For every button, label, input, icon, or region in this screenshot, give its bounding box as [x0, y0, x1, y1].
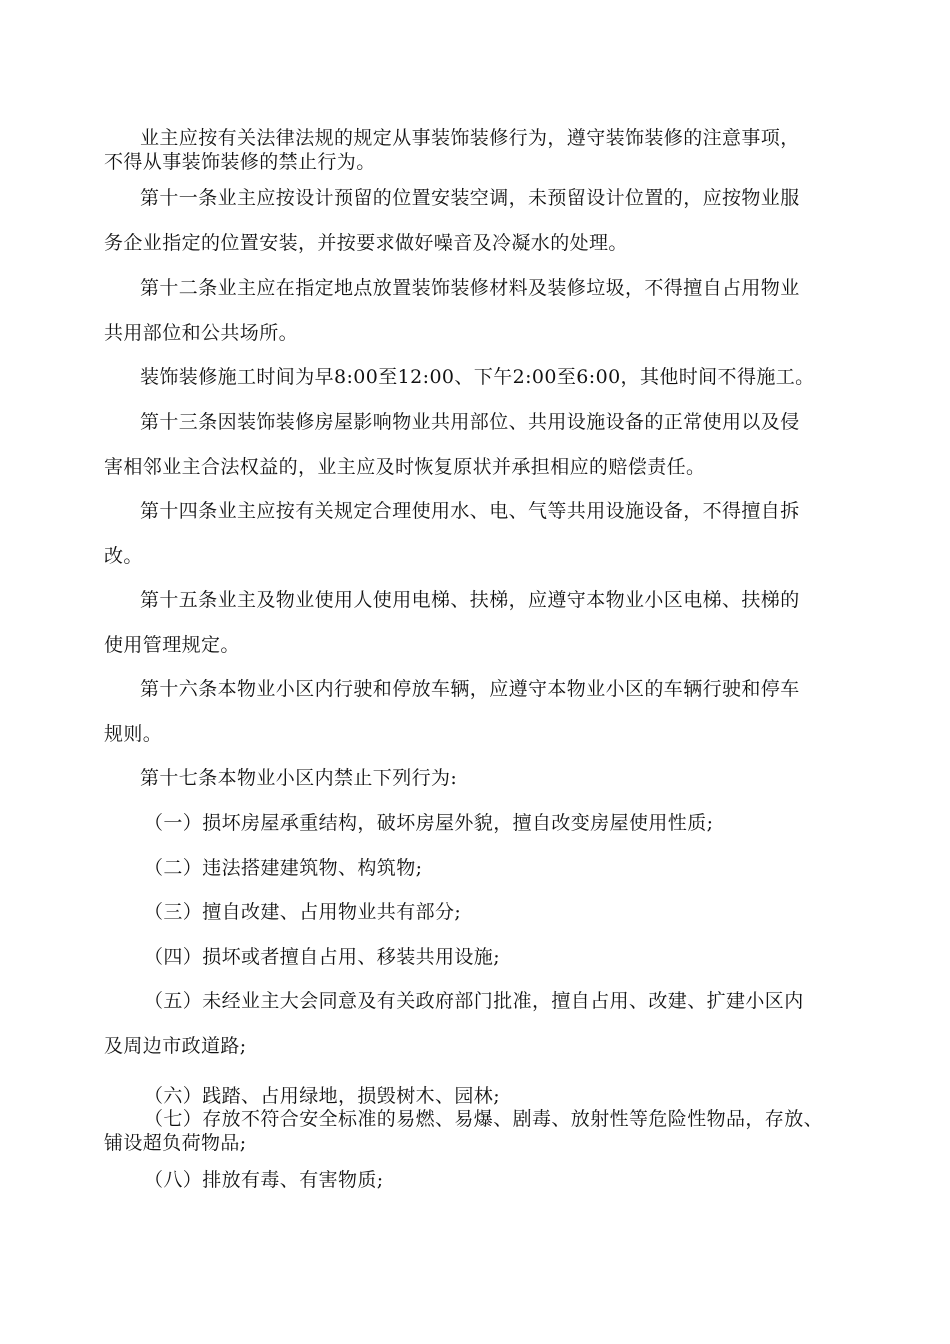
list-item-line: （四）损坏或者擅自占用、移装共用设施; — [144, 946, 501, 968]
list-item-line: 及周边市政道路; — [104, 1035, 247, 1057]
list-item-line: （八）排放有毒、有害物质; — [144, 1169, 384, 1191]
list-item-4 — [104, 935, 834, 980]
paragraph-article-12 — [104, 266, 834, 356]
paragraph-article-11 — [104, 176, 834, 266]
paragraph-construction-hours — [104, 355, 834, 400]
list-item-line: （一）损坏房屋承重结构，破坏房屋外貌，擅自改变房屋使用性质; — [144, 812, 714, 834]
paragraph-article-15 — [104, 578, 834, 668]
list-item-1 — [104, 801, 834, 846]
list-item-line: （六）践踏、占用绿地，损毁树木、园林; — [144, 1085, 501, 1107]
list-item-7 — [104, 1107, 834, 1155]
paragraph-line: 改。 — [104, 545, 143, 567]
list-item-line: （七）存放不符合安全标准的易燃、易爆、剧毒、放射性等危险性物品，存放、 — [144, 1108, 824, 1130]
paragraph-line: 第十三条因装饰装修房屋影响物业共用部位、共用设施设备的正常使用以及侵 — [140, 411, 800, 433]
paragraph-line: 第十七条本物业小区内禁止下列行为: — [140, 767, 458, 789]
paragraph-line: 第十一条业主应按设计预留的位置安装空调，未预留设计位置的，应按物业服 — [140, 187, 800, 209]
list-item-line: （五）未经业主大会同意及有关政府部门批准，擅自占用、改建、扩建小区内 — [144, 990, 804, 1012]
paragraph-line: 第十六条本物业小区内行驶和停放车辆，应遵守本物业小区的车辆行驶和停车 — [140, 678, 800, 700]
list-item-line: 铺设超负荷物品; — [104, 1132, 247, 1154]
paragraph-line: 务企业指定的位置安装，并按要求做好噪音及冷凝水的处理。 — [104, 232, 628, 254]
paragraph-line: 规则。 — [104, 723, 163, 745]
list-item-line: （二）违法搭建建筑物、构筑物; — [144, 857, 423, 879]
paragraph-line: 第十五条业主及物业使用人使用电梯、扶梯，应遵守本物业小区电梯、扶梯的 — [140, 589, 800, 611]
paragraph-line: 第十二条业主应在指定地点放置装饰装修材料及装修垃圾，不得擅自占用物业 — [140, 277, 800, 299]
paragraph-line: 业主应按有关法律法规的规定从事装饰装修行为，遵守装饰装修的注意事项， — [140, 127, 800, 149]
list-item-6 — [104, 1084, 834, 1108]
paragraph-line: 害相邻业主合法权益的，业主应及时恢复原状并承担相应的赔偿责任。 — [104, 456, 706, 478]
paragraph-article-13 — [104, 400, 834, 490]
paragraph-line: 使用管理规定。 — [104, 634, 240, 656]
list-item-line: （三）擅自改建、占用物业共有部分; — [144, 901, 462, 923]
paragraph-article-17 — [104, 756, 834, 801]
paragraph-article-14 — [104, 489, 834, 579]
paragraph-line: 第十四条业主应按有关规定合理使用水、电、气等共用设施设备，不得擅自拆 — [140, 500, 800, 522]
paragraph-decoration-rules — [104, 126, 834, 174]
list-item-3 — [104, 890, 834, 935]
paragraph-line: 共用部位和公共场所。 — [104, 322, 299, 344]
list-item-5 — [104, 979, 834, 1069]
paragraph-line: 不得从事装饰装修的禁止行为。 — [104, 151, 376, 173]
list-item-8 — [104, 1168, 834, 1192]
list-item-2 — [104, 846, 834, 891]
paragraph-line: 装饰装修施工时间为早8:00至12:00、下午2:00至6:00，其他时间不得施工。 — [140, 366, 815, 388]
paragraph-article-16 — [104, 667, 834, 757]
